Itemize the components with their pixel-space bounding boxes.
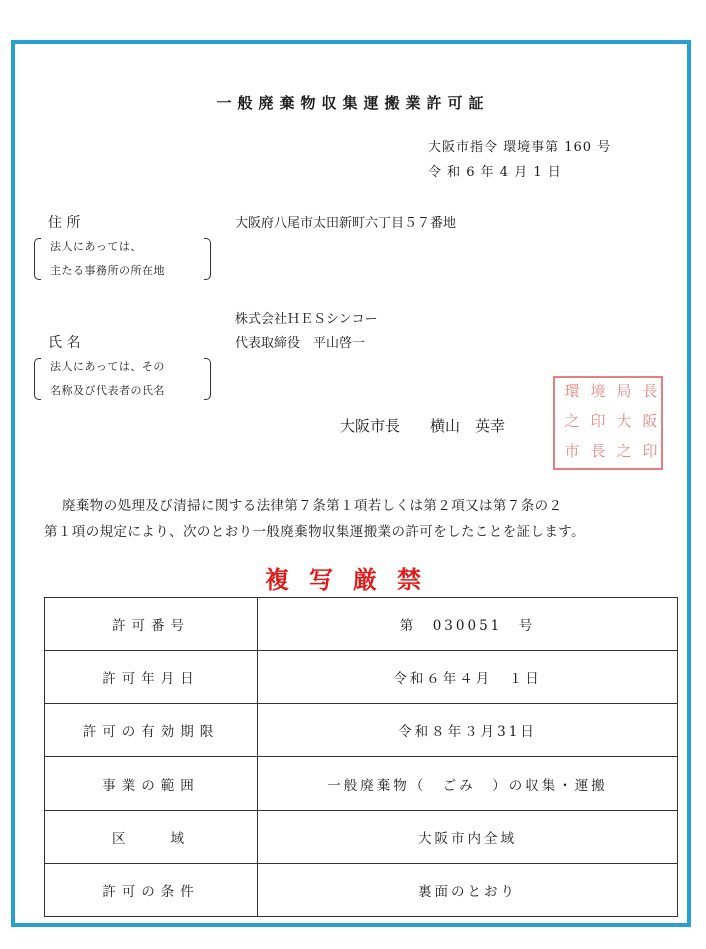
issuer-signature: 大阪市長 横山 英幸: [340, 417, 506, 435]
address-note-line2: 主たる事務所の所在地: [50, 264, 165, 277]
seal-char: 大: [616, 412, 632, 430]
address-label: 住 所: [48, 215, 81, 231]
seal-char: 長: [590, 442, 606, 460]
conditions-label: 許可の条件: [45, 863, 258, 916]
name-note-line2: 名称及び代表者の氏名: [50, 384, 165, 397]
table-row: [45, 757, 678, 810]
permit-number-value: 第 030051 号: [258, 598, 678, 651]
certification-text-line1: 廃棄物の処理及び清掃に関する法律第７条第１項若しくは第２項又は第７条の２: [62, 498, 563, 514]
name-label: 氏 名: [48, 335, 81, 351]
table-row: [45, 598, 678, 651]
seal-char: 境: [590, 382, 606, 400]
permit-details-table: [44, 597, 678, 917]
official-seal: [553, 376, 663, 470]
permit-number-label: 許可番号: [45, 598, 258, 651]
area-value: 大阪市内全域: [258, 810, 678, 863]
expiry-label: 許可の有効期限: [45, 704, 258, 757]
address-note-bracket-left: [34, 238, 41, 280]
seal-char: 市: [564, 442, 580, 460]
area-label: 区 域: [45, 810, 258, 863]
seal-char: 印: [642, 442, 658, 460]
certification-text-line2: 第１項の規定により、次のとおり一般廃棄物収集運搬業の許可をしたことを証します。: [44, 524, 586, 540]
copy-prohibited-stamp: 複写厳禁: [265, 565, 441, 594]
table-row: [45, 651, 678, 704]
conditions-value: 裏面のとおり: [258, 863, 678, 916]
seal-char: 環: [564, 382, 580, 400]
permit-date-value: 令和６年４月 １日: [258, 651, 678, 704]
seal-char: 之: [616, 442, 632, 460]
permit-date-label: 許可年月日: [45, 651, 258, 704]
issue-date: 令 和 6 年 4 月 1 日: [428, 165, 562, 180]
seal-char: 局: [616, 382, 632, 400]
business-scope-value: 一般廃棄物（ ごみ ）の収集・運搬: [258, 757, 678, 810]
seal-char: 阪: [642, 412, 658, 430]
seal-char: 之: [564, 412, 580, 430]
name-note-bracket-right: [204, 358, 211, 400]
representative-name: 代表取締役 平山啓一: [235, 336, 366, 351]
table-row: [45, 810, 678, 863]
business-scope-label: 事業の範囲: [45, 757, 258, 810]
seal-char: 印: [590, 412, 606, 430]
reference-number: 大阪市指令 環境事第 160 号: [428, 140, 612, 155]
name-note-line1: 法人にあっては、その: [50, 360, 165, 373]
expiry-value: 令和８年３月31日: [258, 704, 678, 757]
name-note-bracket-left: [34, 358, 41, 400]
company-name: 株式会社ＨＥＳシンコー: [235, 312, 378, 327]
address-note-bracket-right: [204, 238, 211, 280]
address-value: 大阪府八尾市太田新町六丁目５７番地: [235, 216, 457, 231]
document-title: 一般廃棄物収集運搬業許可証: [216, 94, 490, 112]
table-row: [45, 863, 678, 916]
seal-char: 長: [642, 382, 658, 400]
address-note-line1: 法人にあっては、: [50, 240, 142, 253]
table-row: [45, 704, 678, 757]
